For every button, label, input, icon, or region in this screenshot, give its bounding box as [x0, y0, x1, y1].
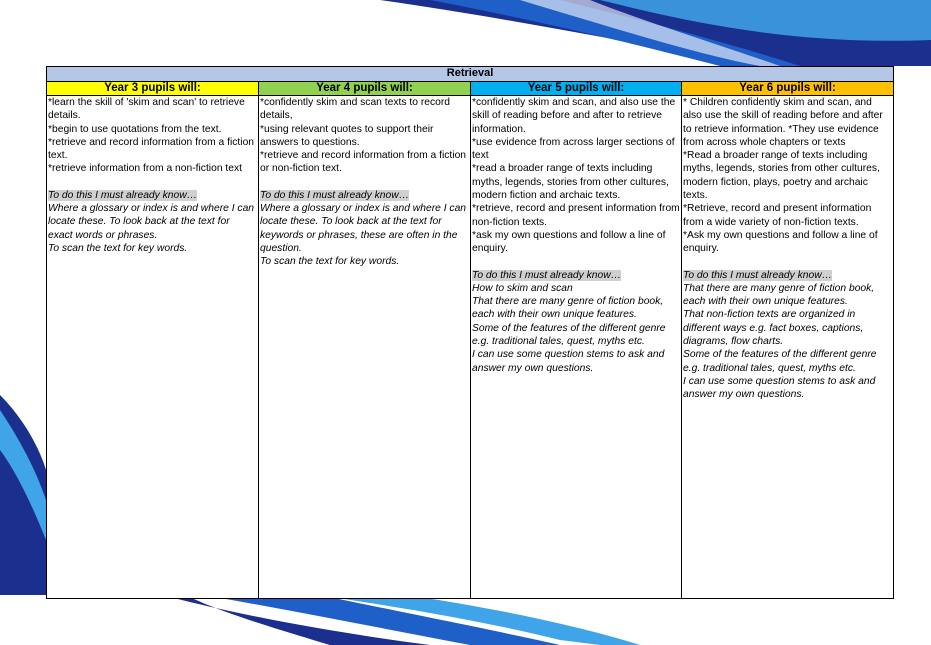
list-item: To scan the text for key words.	[48, 242, 188, 254]
list-item: *confidently skim and scan texts to record details,	[260, 97, 451, 122]
list-item: *Read a broader range of texts including myths, legends, stories from other cultures, modern fiction, plays, poetry and archaic texts.	[683, 150, 880, 202]
year3-heading: Year 3 pupils will:	[47, 82, 259, 96]
list-item: *begin to use quotations from the text.	[48, 123, 222, 135]
list-item: I can use some question stems to ask and answer my own questions.	[683, 375, 876, 401]
list-item: That there are many genre of fiction book, each with their own unique features.	[683, 282, 875, 308]
table-title: Retrieval	[47, 67, 894, 82]
list-item: Where a glossary or index is and where I can locate these. To look back at the text for keywords or phrases, these are often in the question.	[260, 203, 467, 254]
list-item: *confidently skim and scan, and also use the skill of reading before and after to retrieve information.	[472, 97, 676, 135]
list-item: *using relevant quotes to support their answers to questions.	[260, 123, 434, 148]
year5-column	[471, 96, 682, 599]
year3-column	[47, 96, 259, 599]
know-heading: To do this I must already know…	[48, 189, 197, 201]
list-item: *use evidence from across larger sections of text	[472, 136, 675, 162]
list-item: *Ask my own questions and follow a line of enquiry.	[683, 229, 878, 255]
know-heading: To do this I must already know…	[683, 269, 832, 281]
list-item: *retrieve and record information from a fiction text.	[48, 136, 255, 162]
list-item: *retrieve and record information from a fiction or non-fiction text.	[260, 150, 467, 175]
list-item: *ask my own questions and follow a line of enquiry.	[472, 229, 666, 255]
list-item: That there are many genre of fiction book, each with their own unique features.	[472, 296, 664, 321]
list-item: *Retrieve, record and present information from a wide variety of non-fiction texts.	[683, 203, 872, 228]
list-item: How to skim and scan	[472, 282, 573, 294]
list-item: Some of the features of the different genre e.g. traditional tales, quest, myths etc.	[683, 349, 877, 374]
list-item: Where a glossary or index is and where I can locate these. To look back at the text for exact words or phrases.	[48, 203, 255, 241]
year4-column	[259, 96, 471, 599]
year6-column	[682, 96, 894, 599]
retrieval-table	[46, 66, 894, 599]
year4-heading: Year 4 pupils will:	[259, 82, 471, 96]
list-item: *read a broader range of texts including myths, legends, stories from other cultures, modern fiction and archaic texts.	[472, 163, 669, 202]
list-item: * Children confidently skim and scan, and also use the skill of reading before and after to retrieve information. *They use evidence from across whole chapters or texts	[683, 97, 883, 148]
list-item: Some of the features of the different genre e.g. traditional tales, quest, myths etc.	[472, 322, 666, 348]
list-item: *retrieve, record and present information from non-fiction texts.	[472, 203, 680, 228]
list-item: To scan the text for key words.	[260, 256, 400, 268]
list-item: That non-fiction texts are organized in different ways e.g. fact boxes, captions, diagrams, flow charts.	[683, 309, 864, 348]
list-item: *learn the skill of 'skim and scan' to retrieve details.	[48, 97, 245, 122]
year5-heading: Year 5 pupils will:	[471, 82, 682, 96]
list-item: *retrieve information from a non-fiction text	[48, 163, 243, 175]
know-heading: To do this I must already know…	[472, 269, 621, 281]
year6-heading: Year 6 pupils will:	[682, 82, 894, 96]
know-heading: To do this I must already know…	[260, 189, 409, 201]
list-item: I can use some question stems to ask and answer my own questions.	[472, 349, 665, 374]
